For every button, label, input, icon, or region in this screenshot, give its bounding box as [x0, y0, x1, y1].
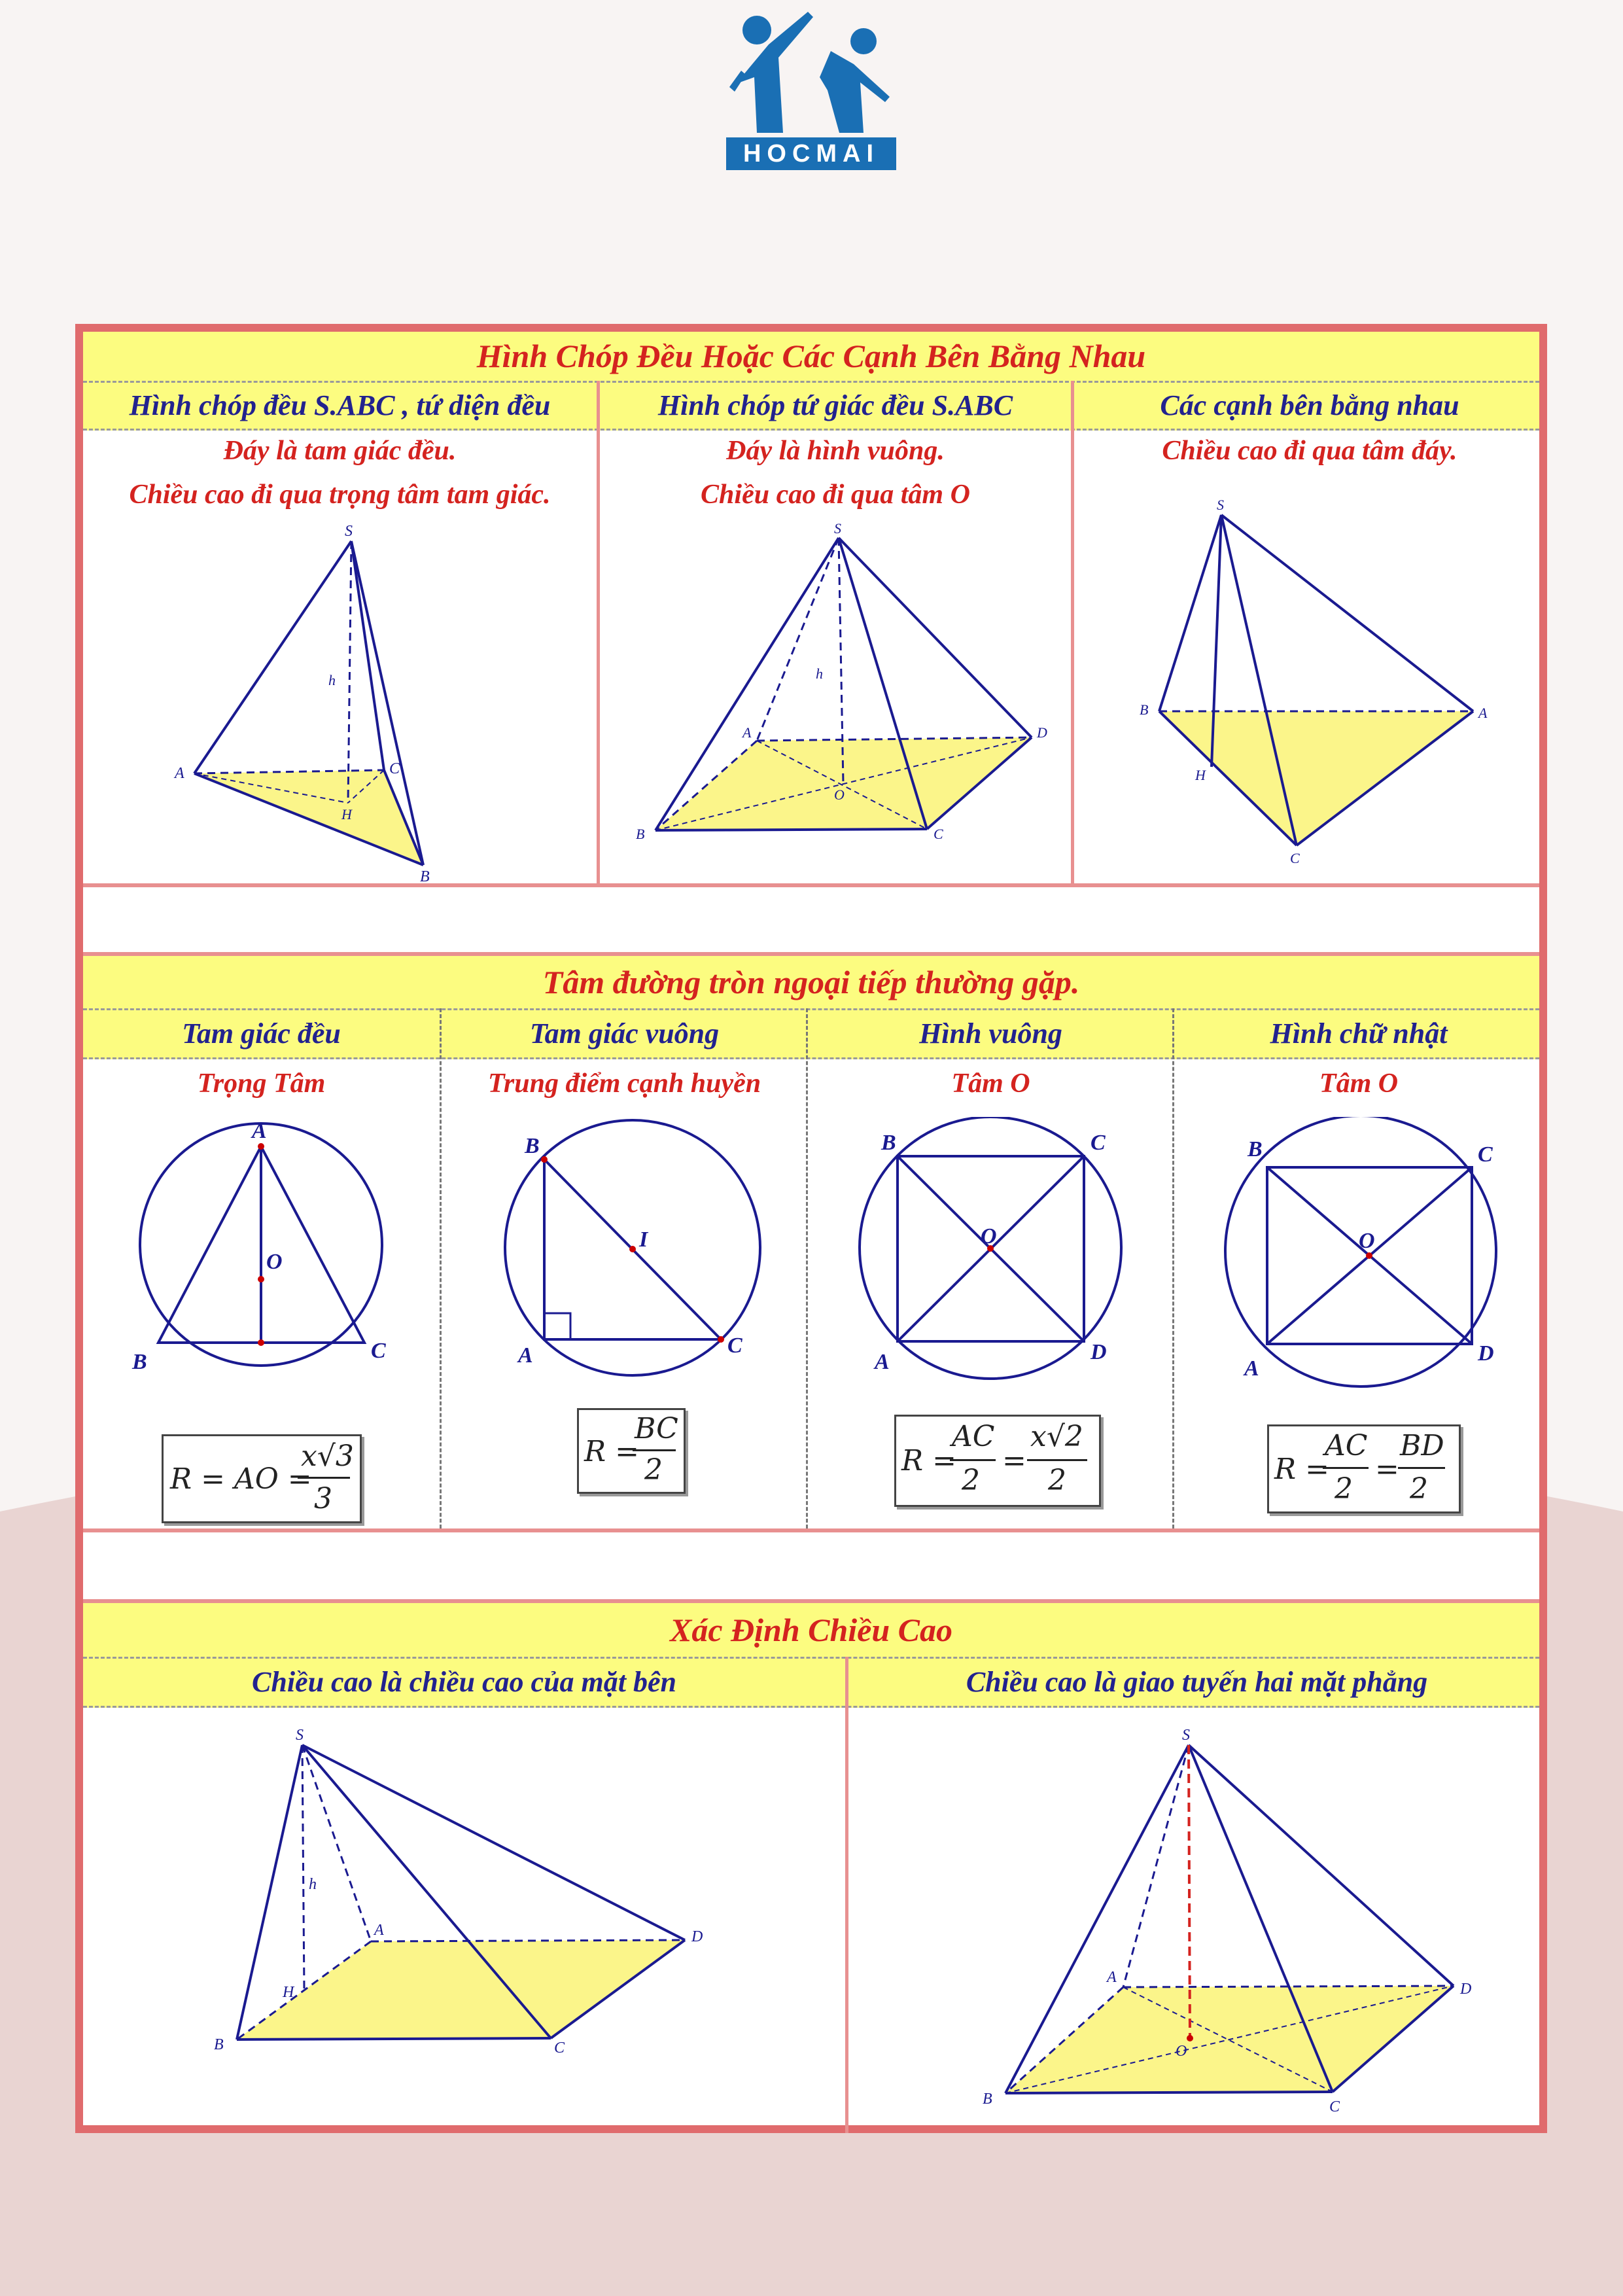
formula-num: BC [635, 1412, 678, 1445]
section1-title: Hình Chóp Đều Hoặc Các Cạnh Bên Bằng Nhau [83, 332, 1539, 381]
label-c: C [727, 1333, 742, 1358]
formula-lhs: R = [584, 1435, 639, 1468]
section3-header-row [83, 1657, 1539, 1708]
label-d: D [1478, 1341, 1494, 1366]
section2-col4-center: Tâm O [1319, 1069, 1399, 1099]
label-b: B [881, 1131, 896, 1155]
square-circle-figure [809, 1117, 1172, 1385]
label-o: O [1176, 2043, 1187, 2060]
label-b: B [420, 868, 430, 881]
section1-col1-header: Hình chóp đều S.ABC , tứ diện đều [129, 389, 551, 421]
section2-divider [440, 1008, 442, 1528]
section2-col4-header: Hình chữ nhật [1270, 1017, 1448, 1050]
formula-sheet [75, 324, 1547, 2133]
formula-eq: = [1375, 1453, 1399, 1486]
label-a: A [875, 1350, 890, 1374]
section2-title: Tâm đường tròn ngoại tiếp thường gặp. [83, 956, 1539, 1008]
label-i: I [639, 1227, 648, 1252]
label-s: S [1182, 1727, 1190, 1744]
label-o: O [834, 786, 845, 803]
section1-equal-edges-figure [1074, 489, 1545, 881]
hocmai-logo-text: HOCMAI [726, 137, 896, 170]
label-h-point: H [1195, 767, 1206, 783]
formula-den: 2 [644, 1453, 663, 1487]
formula-num: AC [1325, 1429, 1368, 1462]
section1-col3-header: Các cạnh bên bằng nhau [1160, 389, 1459, 421]
label-c: C [1329, 2098, 1340, 2115]
label-b: B [132, 1350, 147, 1374]
label-d: D [691, 1928, 703, 1945]
section3-title: Xác Định Chiều Cao [83, 1603, 1539, 1657]
label-o: O [981, 1224, 997, 1248]
label-a: A [175, 765, 184, 782]
rectangle-circle-figure [1176, 1117, 1542, 1398]
label-c: C [1478, 1142, 1493, 1167]
right-triangle-circle-figure [443, 1117, 806, 1385]
label-a: A [1244, 1356, 1259, 1381]
label-a: A [742, 724, 752, 741]
label-c: C [389, 760, 400, 777]
label-a: A [374, 1922, 384, 1939]
label-s: S [1217, 497, 1224, 513]
section-separator [83, 1528, 1539, 1532]
label-c: C [934, 826, 943, 842]
formula-eq: = [1002, 1444, 1026, 1477]
section1-col2-line2: Chiều cao đi qua tâm O [701, 480, 970, 510]
label-a: A [1478, 705, 1488, 721]
label-h-point: H [283, 1984, 294, 2001]
label-b: B [636, 826, 645, 842]
formula-num2: x√2 [1030, 1420, 1083, 1453]
section1-tetrahedron-figure [83, 521, 597, 881]
label-o: O [266, 1250, 283, 1274]
section3-col1-header: Chiều cao là chiều cao của mặt bên [252, 1666, 676, 1698]
formula-den: 3 [314, 1482, 332, 1515]
label-h: h [309, 1876, 317, 1893]
label-a: A [1107, 1969, 1117, 1986]
formula-square [894, 1415, 1101, 1507]
label-h: h [328, 672, 336, 688]
section1-header-row [83, 381, 1539, 431]
formula-equilateral [162, 1434, 362, 1523]
formula-rectangle [1267, 1424, 1461, 1513]
formula-den: 2 [962, 1464, 980, 1497]
label-h-point: H [341, 806, 352, 822]
section2-header-row [83, 1008, 1539, 1059]
formula-lhs: R = AO = [170, 1462, 312, 1496]
label-b: B [525, 1134, 540, 1158]
formula-den2: 2 [1410, 1472, 1428, 1506]
label-c: C [1290, 850, 1300, 866]
label-s: S [345, 523, 353, 540]
label-a: A [518, 1343, 533, 1368]
section1-col3-line1: Chiều cao đi qua tâm đáy. [1162, 436, 1457, 466]
section2-col3-header: Hình vuông [919, 1017, 1062, 1050]
section-separator [83, 883, 1539, 887]
label-d: D [1091, 1340, 1107, 1364]
formula-num: x√3 [301, 1439, 354, 1473]
label-c: C [554, 2040, 565, 2057]
label-b: B [1248, 1137, 1263, 1161]
label-a: A [252, 1119, 267, 1143]
label-s: S [296, 1727, 304, 1744]
section1-col1-line1: Đáy là tam giác đều. [223, 436, 457, 466]
label-b: B [1140, 701, 1149, 718]
formula-num2: BD [1400, 1429, 1444, 1462]
label-c: C [371, 1339, 386, 1363]
section1-square-pyramid-figure [600, 521, 1071, 881]
formula-lhs: R = [1274, 1453, 1329, 1486]
section2-col2-header: Tam giác vuông [529, 1017, 720, 1050]
formula-right-triangle [577, 1408, 686, 1494]
formula-lhs: R = [901, 1444, 956, 1477]
section3-lateral-face-figure [83, 1725, 845, 2131]
formula-den: 2 [1335, 1472, 1353, 1506]
label-b: B [214, 2036, 224, 2053]
section2-col3-center: Tâm O [951, 1069, 1030, 1099]
section3-intersection-figure [848, 1725, 1545, 2131]
label-h: h [816, 665, 823, 682]
equilateral-triangle-circle-figure [83, 1117, 440, 1385]
label-d: D [1037, 724, 1047, 741]
label-d: D [1460, 1981, 1472, 1998]
label-c: C [1091, 1131, 1106, 1155]
section2-divider [1172, 1008, 1174, 1528]
section3-col2-header: Chiều cao là giao tuyến hai mặt phẳng [966, 1666, 1428, 1698]
label-s: S [834, 521, 841, 537]
formula-den2: 2 [1048, 1464, 1066, 1497]
section1-col1-line2: Chiều cao đi qua trọng tâm tam giác. [129, 480, 551, 510]
formula-num: AC [952, 1420, 995, 1453]
label-o: O [1359, 1229, 1375, 1253]
section1-col2-header: Hình chóp tứ giác đều S.ABC [657, 389, 1013, 421]
label-b: B [983, 2091, 992, 2108]
section1-col2-line1: Đáy là hình vuông. [726, 436, 945, 466]
section2-col1-center: Trọng Tâm [197, 1069, 326, 1099]
section2-col2-center: Trung điểm cạnh huyền [487, 1069, 761, 1099]
section2-divider [806, 1008, 808, 1528]
section2-col1-header: Tam giác đều [182, 1017, 341, 1050]
